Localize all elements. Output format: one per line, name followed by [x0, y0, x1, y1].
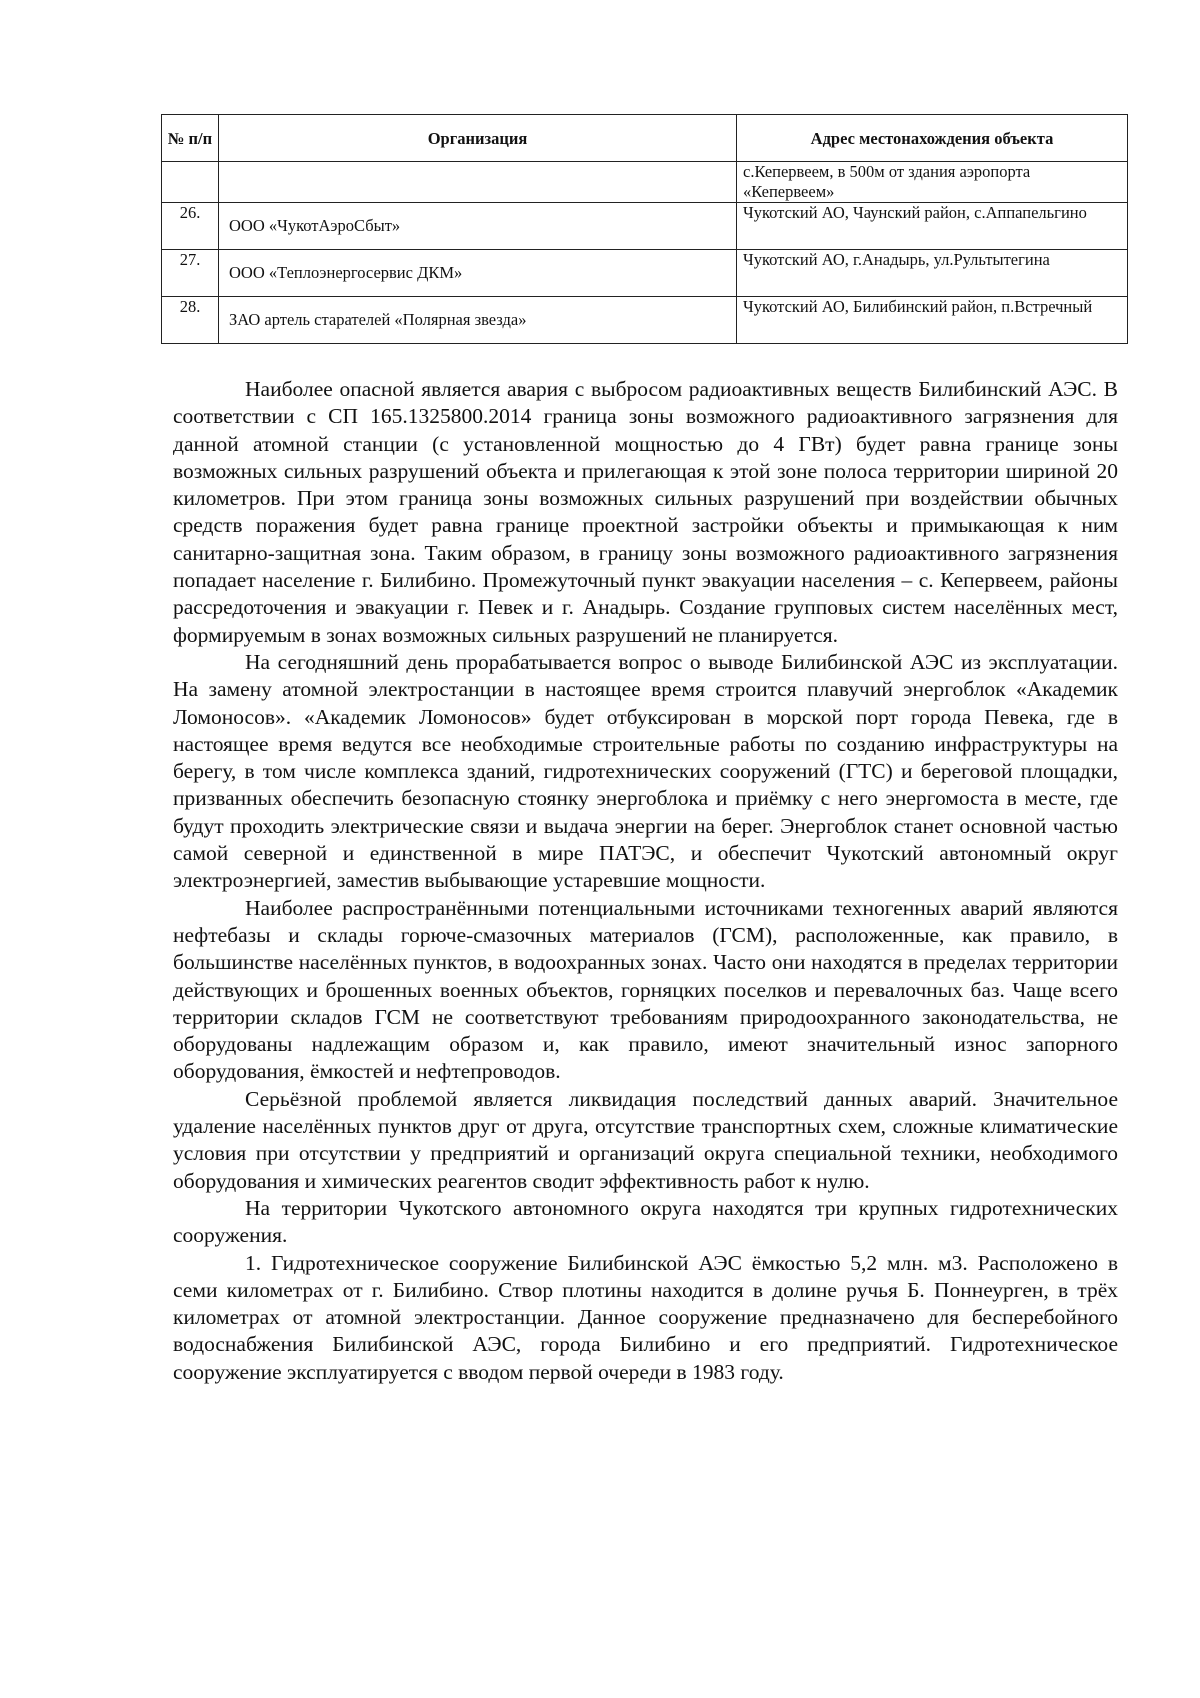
paragraph-oil-depots: Наиболее распространёнными потенциальными источниками техногенных аварий являются нефтебазы и склады горюче-смазочных материалов (ГСМ), расположенные, как правило, в большинстве населённых пунктов, в водоохранных зонах. Часто они находятся в пределах территории действующих и брошенных военных объектов, горняцких поселков и перевалочных баз. Чаще всего территории складов ГСМ не соответствуют требованиям природоохранного законодательства, не оборудованы надлежащим образом и, как правило, имеют значительный износ запорного оборудования, ёмкостей и нефтепроводов. — [173, 895, 1118, 1084]
header-address: Адрес местонахождения объекта — [737, 115, 1128, 162]
row-number: 26. — [162, 203, 219, 250]
row-address: Чукотский АО, Чаунский район, с.Аппапельгино — [737, 203, 1128, 250]
table-row — [162, 203, 1128, 250]
row-address: Чукотский АО, г.Анадырь, ул.Рультытегина — [737, 250, 1128, 297]
row-organization: ООО «ЧукотАэроСбыт» — [219, 203, 737, 250]
row-number — [162, 162, 219, 203]
row-organization: ЗАО артель старателей «Полярная звезда» — [219, 297, 737, 344]
paragraph-npp-accident: Наиболее опасной является авария с выбросом радиоактивных веществ Билибинский АЭС. В соответствии с СП 165.1325800.2014 граница зоны возможного радиоактивного загрязнения для данной атомной станции (с установленной мощностью до 4 ГВт) будет равна границе зоны возможных сильных разрушений объекта и прилегающая к этой зоне полоса территории шириной 20 километров. При этом граница зоны возможных сильных разрушений при воздействии обычных средств поражения будет равна границе проектной застройки объекты и примыкающая к ним санитарно-защитная зона. Таким образом, в границу зоны возможного радиоактивного загрязнения попадает население г. Билибино. Промежуточный пункт эвакуации населения – с. Кепервеем, районы рассредоточения и эвакуации г. Певек и г. Анадырь. Создание групповых систем населённых мест, формируемым в зонах возможных сильных разрушений не планируется. — [173, 377, 1118, 647]
header-number: № п/п — [162, 115, 219, 162]
row-address: Чукотский АО, Билибинский район, п.Встречный — [737, 297, 1128, 344]
organizations-table — [161, 114, 1128, 344]
table-header-row — [162, 115, 1128, 162]
body-text — [173, 376, 1118, 1386]
paragraph-hydro-intro: На территории Чукотского автономного округа находятся три крупных гидротехнических сооружения. — [173, 1195, 1118, 1248]
paragraph-hydro-bilibino: 1. Гидротехническое сооружение Билибинской АЭС ёмкостью 5,2 млн. м3. Расположено в семи километрах от г. Билибино. Створ плотины находится в долине ручья Б. Поннеурген, в трёх километрах от атомной электростанции. Данное сооружение предназначено для бесперебойного водоснабжения Билибинской АЭС, города Билибино и его предприятий. Гидротехническое сооружение эксплуатируется с вводом первой очереди в 1983 году. — [173, 1250, 1118, 1384]
table-row — [162, 297, 1128, 344]
row-number: 28. — [162, 297, 219, 344]
paragraph-liquidation: Серьёзной проблемой является ликвидация последствий данных аварий. Значительное удаление населённых пунктов друг от друга, отсутствие транспортных схем, сложные климатические условия при отсутствии у предприятий и организаций округа специальной техники, необходимого оборудования и химических реагентов сводит эффективность работ к нулю. — [173, 1086, 1118, 1193]
table-row — [162, 250, 1128, 297]
row-organization — [219, 162, 737, 203]
table-row — [162, 162, 1128, 203]
paragraph-npp-decommission: На сегодняшний день прорабатывается вопрос о выводе Билибинской АЭС из эксплуатации. На замену атомной электростанции в настоящее время строится плавучий энергоблок «Академик Ломоносов». «Академик Ломоносов» будет отбуксирован в морской порт города Певека, где в настоящее время ведутся все необходимые строительные работы по созданию инфраструктуры на берегу, в том числе комплекса зданий, гидротехнических сооружений (ГТС) и береговой площадки, призванных обеспечить безопасную стоянку энергоблока и приёмку с него энергомоста в месте, где будут проходить электрические связи и выдача энергии на берег. Энергоблок станет основной частью самой северной и единственной в мире ПАТЭС, и обеспечит Чукотский автономный округ электроэнергией, заместив выбывающие устаревшие мощности. — [173, 649, 1118, 893]
row-number: 27. — [162, 250, 219, 297]
row-address: с.Кепервеем, в 500м от здания аэропорта «Кепервеем» — [737, 162, 1128, 203]
header-organization: Организация — [219, 115, 737, 162]
row-organization: ООО «Теплоэнергосервис ДКМ» — [219, 250, 737, 297]
